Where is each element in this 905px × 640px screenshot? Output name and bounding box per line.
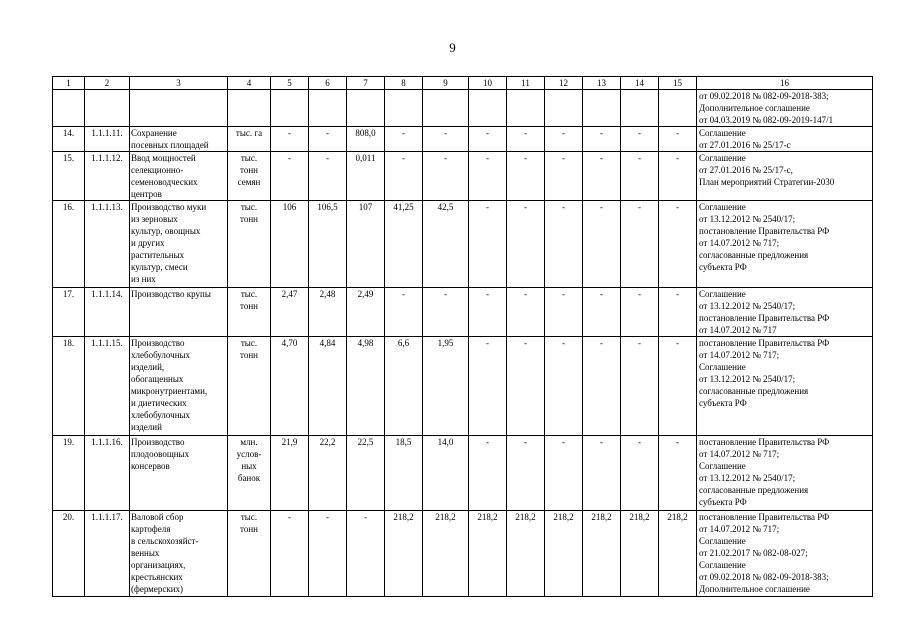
year-value [385, 90, 423, 127]
year-value: 808,0 [347, 127, 385, 152]
year-value: - [271, 511, 309, 597]
year-value: - [621, 201, 659, 288]
cell-line: от 14.07.2012 № 717; [699, 238, 780, 248]
year-value: - [583, 127, 621, 152]
cell-line: Соглашение [699, 202, 746, 212]
table-row [53, 511, 873, 597]
year-value: - [583, 337, 621, 436]
cell-line: Производство крупы [131, 289, 211, 299]
cell-line: субъекта РФ [699, 262, 747, 272]
cell-line: микронутриентами, [131, 386, 208, 396]
cell-line: от 09.02.2018 № 082-09-2018-383; [699, 572, 829, 582]
cell-line: тыс. [240, 512, 258, 522]
year-value: - [659, 152, 697, 201]
cell-line: от 14.07.2012 № 717; [699, 449, 780, 459]
measure-name [130, 288, 228, 337]
cell-line: тонн [240, 165, 258, 175]
year-value: 218,2 [659, 511, 697, 597]
year-value: 106 [271, 201, 309, 288]
year-value: 18,5 [385, 436, 423, 511]
year-value: - [469, 127, 507, 152]
header-cell: 16 [697, 77, 873, 90]
year-value: - [309, 127, 347, 152]
source-document [697, 127, 873, 152]
cell-line: Производство муки [131, 202, 207, 212]
table-row [53, 152, 873, 201]
header-cell: 12 [545, 77, 583, 90]
source-document [697, 436, 873, 511]
year-value: - [583, 152, 621, 201]
year-value: - [423, 288, 469, 337]
header-cell: 14 [621, 77, 659, 90]
header-cell: 5 [271, 77, 309, 90]
cell-line: согласованные предложения [699, 386, 809, 396]
year-value: 4,70 [271, 337, 309, 436]
unit [228, 152, 271, 201]
measure-name [130, 511, 228, 597]
cell-line: от 14.07.2012 № 717; [699, 524, 780, 534]
year-value: - [621, 288, 659, 337]
cell-line: культур, смеси [131, 262, 188, 272]
cell-line: из них [131, 274, 156, 284]
year-value: - [545, 152, 583, 201]
year-value [583, 90, 621, 127]
year-value: - [507, 436, 545, 511]
year-value: - [469, 152, 507, 201]
year-value: - [583, 436, 621, 511]
year-value: - [423, 127, 469, 152]
cell-line: ных [241, 461, 257, 471]
cell-line: Дополнительное соглашение [699, 584, 810, 594]
year-value: - [507, 288, 545, 337]
cell-line: от 09.02.2018 № 082-09-2018-383; [699, 91, 829, 101]
year-value: - [583, 288, 621, 337]
year-value: - [621, 152, 659, 201]
year-value: - [659, 337, 697, 436]
cell-line: посевных площадей [131, 140, 209, 150]
cell-line: семян [237, 177, 261, 187]
measure-name [130, 127, 228, 152]
row-number [53, 90, 85, 127]
cell-line: тыс. [240, 202, 258, 212]
unit [228, 288, 271, 337]
cell-line: культур, овощных [131, 226, 201, 236]
cell-line: венных [131, 548, 160, 558]
cell-line: от 13.12.2012 № 2540/17; [699, 374, 796, 384]
year-value: - [385, 152, 423, 201]
year-value: - [507, 201, 545, 288]
year-value: - [423, 152, 469, 201]
cell-line: от 13.12.2012 № 2540/17; [699, 214, 796, 224]
year-value: - [271, 152, 309, 201]
cell-line: от 13.12.2012 № 2540/17; [699, 301, 796, 311]
year-value: 218,2 [583, 511, 621, 597]
cell-line: Производство [131, 437, 185, 447]
source-document [697, 90, 873, 127]
source-document [697, 201, 873, 288]
table-row [53, 201, 873, 288]
header-cell: 13 [583, 77, 621, 90]
header-cell: 6 [309, 77, 347, 90]
year-value: - [545, 288, 583, 337]
year-value: 107 [347, 201, 385, 288]
unit [228, 201, 271, 288]
cell-line: тонн [240, 301, 258, 311]
year-value: - [545, 436, 583, 511]
cell-line: тыс. га [235, 128, 263, 138]
year-value [347, 90, 385, 127]
year-value: 218,2 [423, 511, 469, 597]
cell-line: плодоовощных [131, 449, 190, 459]
cell-line: от 21.02.2017 № 082-08-027; [699, 548, 808, 558]
page-number: 9 [449, 40, 456, 55]
year-value: 0,011 [347, 152, 385, 201]
cell-line: тыс. [240, 153, 258, 163]
cell-line: (фермерских) [131, 584, 184, 594]
year-value: - [309, 152, 347, 201]
cell-line: селекционно- [131, 165, 184, 175]
cell-line: согласованные предложения [699, 485, 809, 495]
cell-line: Производство [131, 338, 185, 348]
year-value: - [659, 201, 697, 288]
cell-line: постановление Правительства РФ [699, 512, 830, 522]
cell-line: и других [131, 238, 165, 248]
year-value: 4,84 [309, 337, 347, 436]
year-value [621, 90, 659, 127]
year-value: 22,2 [309, 436, 347, 511]
cell-line: Соглашение [699, 362, 746, 372]
year-value: - [621, 436, 659, 511]
header-cell: 9 [423, 77, 469, 90]
header-cell: 11 [507, 77, 545, 90]
measure-code [85, 90, 130, 127]
year-value [507, 90, 545, 127]
year-value: 218,2 [385, 511, 423, 597]
cell-line: организациях, [131, 560, 186, 570]
year-value [469, 90, 507, 127]
cell-line: Сохранение [131, 128, 177, 138]
year-value: - [469, 201, 507, 288]
cell-line: от 27.01.2016 № 25/17-с, [699, 165, 793, 175]
cell-line: тыс. [240, 338, 258, 348]
year-value: 1,95 [423, 337, 469, 436]
cell-line: изделий [131, 422, 162, 432]
header-cell: 1 [53, 77, 85, 90]
row-number: 20. [53, 511, 85, 597]
cell-line: Соглашение [699, 536, 746, 546]
cell-line: Дополнительное соглашение [699, 103, 810, 113]
cell-line: изделий, [131, 362, 165, 372]
header-cell: 4 [228, 77, 271, 90]
measure-name [130, 337, 228, 436]
year-value: - [583, 201, 621, 288]
cell-line: субъекта РФ [699, 497, 747, 507]
source-document [697, 511, 873, 597]
year-value: 218,2 [469, 511, 507, 597]
cell-line: Ввод мощностей [131, 153, 196, 163]
header-cell: 15 [659, 77, 697, 90]
year-value: - [545, 201, 583, 288]
measure-name [130, 436, 228, 511]
year-value: - [545, 127, 583, 152]
cell-line: постановление Правительства РФ [699, 313, 830, 323]
year-value: 4,98 [347, 337, 385, 436]
measure-code: 1.1.1.17. [85, 511, 130, 597]
year-value: - [347, 511, 385, 597]
unit [228, 436, 271, 511]
cell-line: консервов [131, 461, 170, 471]
measure-code: 1.1.1.16. [85, 436, 130, 511]
year-value: 218,2 [621, 511, 659, 597]
cell-line: в сельскохозяйст- [131, 536, 199, 546]
cell-line: тыс. [240, 289, 258, 299]
cell-line: Валовой сбор [131, 512, 184, 522]
row-number: 18. [53, 337, 85, 436]
year-value: 14,0 [423, 436, 469, 511]
table-row [53, 90, 873, 127]
year-value [545, 90, 583, 127]
year-value: 6,6 [385, 337, 423, 436]
year-value: 2,49 [347, 288, 385, 337]
cell-line: тонн [240, 350, 258, 360]
cell-line: Соглашение [699, 128, 746, 138]
year-value: 218,2 [545, 511, 583, 597]
measure-code: 1.1.1.11. [85, 127, 130, 152]
unit [228, 511, 271, 597]
cell-line: постановление Правительства РФ [699, 437, 830, 447]
year-value: 2,48 [309, 288, 347, 337]
year-value: - [659, 288, 697, 337]
cell-line: центров [131, 189, 162, 199]
unit [228, 90, 271, 127]
cell-line: субъекта РФ [699, 398, 747, 408]
cell-line: постановление Правительства РФ [699, 226, 830, 236]
year-value: - [469, 288, 507, 337]
header-cell: 7 [347, 77, 385, 90]
cell-line: хлебобулочных [131, 410, 191, 420]
unit [228, 337, 271, 436]
header-cell: 8 [385, 77, 423, 90]
year-value: - [469, 337, 507, 436]
cell-line: План мероприятий Стратегии-2030 [699, 177, 835, 187]
cell-line: Соглашение [699, 461, 746, 471]
year-value: 42,5 [423, 201, 469, 288]
year-value: - [659, 436, 697, 511]
year-value [309, 90, 347, 127]
cell-line: тонн [240, 214, 258, 224]
row-number: 17. [53, 288, 85, 337]
measure-code: 1.1.1.15. [85, 337, 130, 436]
year-value: - [469, 436, 507, 511]
year-value: 22,5 [347, 436, 385, 511]
year-value: - [309, 511, 347, 597]
year-value: - [385, 288, 423, 337]
measure-code: 1.1.1.12. [85, 152, 130, 201]
row-number: 16. [53, 201, 85, 288]
year-value: 2,47 [271, 288, 309, 337]
year-value: - [271, 127, 309, 152]
cell-line: от 04.03.2019 № 082-09-2019-147/1 [699, 115, 834, 125]
cell-line: тонн [240, 524, 258, 534]
cell-line: от 13.12.2012 № 2540/17; [699, 473, 796, 483]
cell-line: хлебобулочных [131, 350, 191, 360]
year-value [271, 90, 309, 127]
header-row [53, 77, 873, 90]
year-value: - [621, 337, 659, 436]
header-cell: 10 [469, 77, 507, 90]
cell-line: от 27.01.2016 № 25/17-с [699, 140, 791, 150]
cell-line: картофеля [131, 524, 171, 534]
cell-line: семеноводческих [131, 177, 198, 187]
cell-line: Соглашение [699, 289, 746, 299]
table-row [53, 127, 873, 152]
cell-line: согласованные предложения [699, 250, 809, 260]
year-value: - [621, 127, 659, 152]
header-cell: 2 [85, 77, 130, 90]
year-value: - [507, 337, 545, 436]
cell-line: растительных [131, 250, 185, 260]
year-value: 41,25 [385, 201, 423, 288]
table-row [53, 288, 873, 337]
table-row [53, 337, 873, 436]
cell-line: от 14.07.2012 № 717 [699, 325, 777, 335]
year-value [659, 90, 697, 127]
source-document [697, 288, 873, 337]
measure-name [130, 152, 228, 201]
cell-line: Соглашение [699, 153, 746, 163]
row-number: 15. [53, 152, 85, 201]
source-document [697, 152, 873, 201]
cell-line: Соглашение [699, 560, 746, 570]
year-value [423, 90, 469, 127]
source-document [697, 337, 873, 436]
measures-table [52, 76, 873, 597]
cell-line: от 14.07.2012 № 717; [699, 350, 780, 360]
cell-line: банок [237, 473, 261, 483]
cell-line: и диетических [131, 398, 187, 408]
row-number: 19. [53, 436, 85, 511]
unit [228, 127, 271, 152]
measure-code: 1.1.1.14. [85, 288, 130, 337]
year-value: 218,2 [507, 511, 545, 597]
measure-code: 1.1.1.13. [85, 201, 130, 288]
row-number: 14. [53, 127, 85, 152]
year-value: - [507, 152, 545, 201]
year-value: - [659, 127, 697, 152]
year-value: 21,9 [271, 436, 309, 511]
year-value: - [545, 337, 583, 436]
cell-line: млн. [240, 437, 258, 447]
cell-line: услов- [236, 449, 262, 459]
header-cell: 3 [130, 77, 228, 90]
cell-line: обогащенных [131, 374, 184, 384]
year-value: - [507, 127, 545, 152]
year-value: - [385, 127, 423, 152]
cell-line: крестьянских [131, 572, 183, 582]
measure-name [130, 90, 228, 127]
table-row [53, 436, 873, 511]
cell-line: постановление Правительства РФ [699, 338, 830, 348]
year-value: 106,5 [309, 201, 347, 288]
cell-line: из зерновых [131, 214, 178, 224]
measure-name [130, 201, 228, 288]
